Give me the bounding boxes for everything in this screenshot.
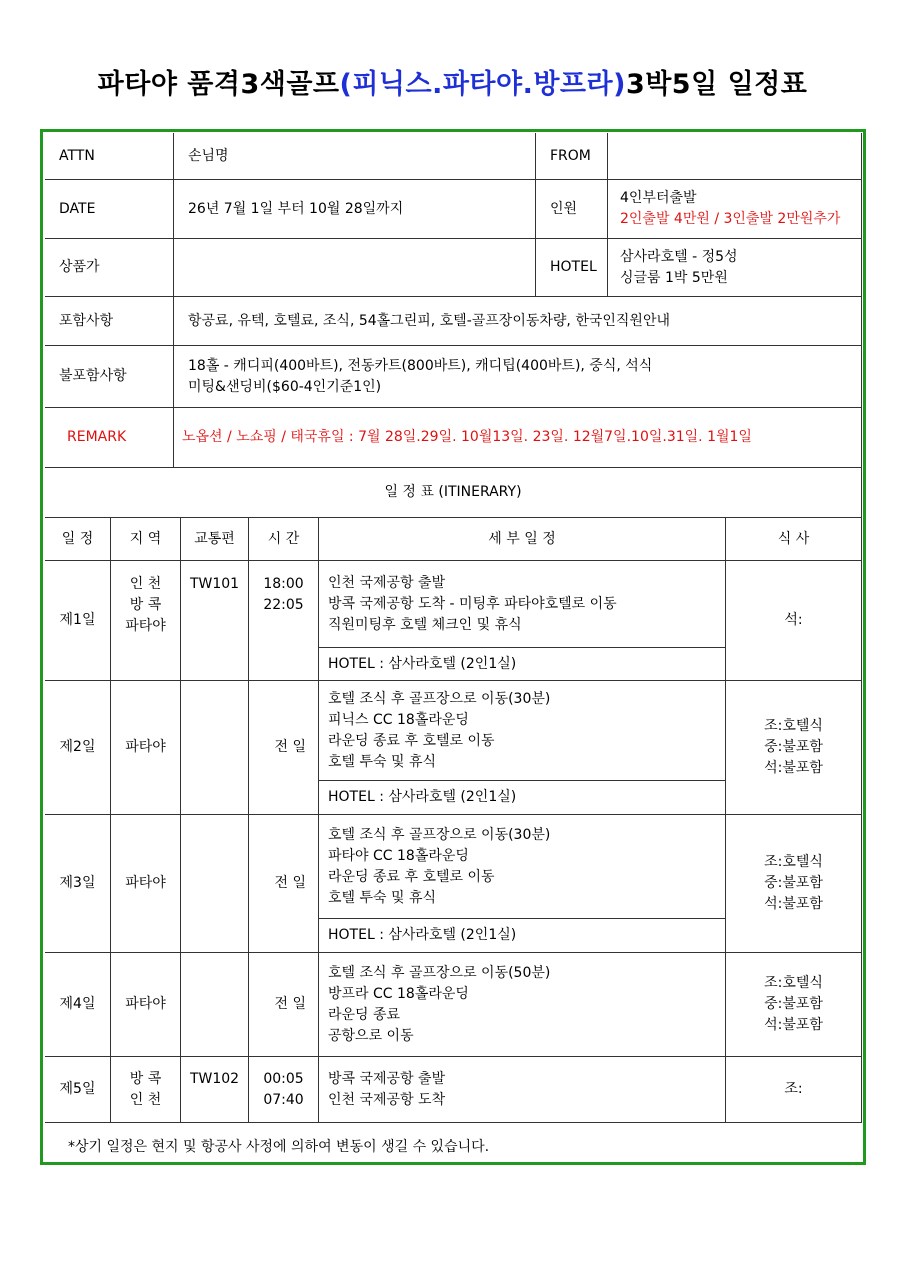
hotel-value [608, 239, 862, 297]
itinerary-heading: 일 정 표 (ITINERARY) [45, 468, 862, 518]
day-4-detail-line: 라운딩 종료 [328, 1006, 401, 1023]
include-value: 항공료, 유텍, 호텔료, 조식, 54홀그린피, 호텔-골프장이동차량, 한국인직원안내 [174, 297, 862, 346]
pax-value [608, 180, 862, 239]
day-2-detail-line: 라운딩 종료 후 호텔로 이동 [328, 732, 495, 749]
day-3-meal-line: 석:불포함 [764, 896, 823, 912]
day-5-region-line: 방 콕 [129, 1070, 162, 1087]
exclude-line-1: 18홀 - 캐디피(400바트), 전동카트(800바트), 캐디팁(400바트), 중식, 석식 [188, 357, 653, 374]
day-2-time: 전 일 [249, 681, 319, 815]
day-1-hotel: HOTEL : 삼사라호텔 (2인1실) [319, 648, 726, 681]
date-label: DATE [45, 180, 174, 239]
day-1-detail-line: 방콕 국제공항 도착 - 미팅후 파타야호텔로 이동 [328, 595, 617, 612]
date-value: 26년 7월 1일 부터 10월 28일까지 [174, 180, 536, 239]
pax-label: 인원 [536, 180, 608, 239]
day-5-detail-line: 인천 국제공항 도착 [328, 1091, 446, 1108]
exclude-label: 불포함사항 [45, 346, 174, 408]
day-5-detail-line: 방콕 국제공항 출발 [328, 1070, 446, 1087]
day-3-detail-line: 파타야 CC 18홀라운딩 [328, 847, 469, 864]
hotel-line-1: 삼사라호텔 - 정5성 [620, 248, 738, 265]
day-2-meal-line: 조:호텔식 [764, 718, 823, 734]
day-1-region-line: 파타야 [125, 618, 166, 634]
from-value [608, 133, 862, 180]
pax-line-2: 2인출발 4만원 / 3인출발 2만원추가 [620, 211, 841, 227]
day-1-region-line: 방 콕 [129, 597, 162, 613]
price-value [174, 239, 536, 297]
footnote: *상기 일정은 현지 및 항공사 사정에 의하여 변동이 생길 수 있습니다. [68, 1139, 490, 1155]
day-5-time-line: 07:40 [263, 1091, 304, 1108]
title-suffix: 3박5일 일정표 [625, 69, 808, 100]
remark-value: 노옵션 / 노쇼핑 / 태국휴일 : 7월 28일.29일. 10월13일. 23일. 12월7일.10일.31일. 1월1일 [174, 408, 862, 468]
day-5-time-line: 00:05 [263, 1070, 304, 1087]
header-region: 지 역 [111, 518, 181, 561]
hotel-label: HOTEL [536, 239, 608, 297]
day-3-detail [319, 815, 726, 919]
price-label: 상품가 [45, 239, 174, 297]
header-detail: 세 부 일 정 [319, 518, 726, 561]
day-4-label: 제4일 [45, 953, 111, 1057]
day-1-detail-line: 직원미팅후 호텔 체크인 및 휴식 [328, 616, 522, 633]
day-5-detail [319, 1057, 726, 1123]
attn-label: ATTN [45, 133, 174, 180]
day-5-label: 제5일 [45, 1057, 111, 1123]
day-5-region-line: 인 천 [129, 1091, 162, 1108]
day-2-meal-line: 중:불포함 [764, 739, 823, 755]
day-5-time [249, 1057, 319, 1123]
day-1-meal [726, 561, 862, 681]
hotel-line-2: 싱글룸 1박 5만원 [620, 269, 728, 286]
day-3-meal-line: 조:호텔식 [764, 854, 823, 870]
day-1-flight: TW101 [189, 576, 240, 592]
day-3-meal-line: 중:불포함 [764, 875, 823, 891]
day-2-detail [319, 681, 726, 781]
day-2-meal-line: 석:불포함 [764, 760, 823, 776]
day-4-time: 전 일 [249, 953, 319, 1057]
day-5-transport [181, 1057, 249, 1123]
day-5-meal [726, 1057, 862, 1123]
include-label: 포함사항 [45, 297, 174, 346]
day-1-detail-line: 인천 국제공항 출발 [328, 574, 446, 591]
exclude-line-2: 미팅&샌딩비($60-4인기준1인) [188, 378, 382, 395]
day-3-region: 파타야 [111, 815, 181, 953]
day-5-flight: TW102 [189, 1071, 240, 1087]
day-3-label: 제3일 [45, 815, 111, 953]
day-4-meal-line: 석:불포함 [764, 1017, 823, 1033]
day-1-time-line: 22:05 [263, 597, 304, 613]
day-4-meal-line: 조:호텔식 [764, 975, 823, 991]
day-2-detail-line: 호텔 조식 후 골프장으로 이동(30분) [328, 690, 551, 707]
day-2-transport [181, 681, 249, 815]
day-4-region: 파타야 [111, 953, 181, 1057]
day-2-detail-line: 피닉스 CC 18홀라운딩 [328, 711, 469, 728]
day-1-meal-line: 석: [784, 612, 803, 628]
header-day: 일 정 [45, 518, 111, 561]
day-3-detail-line: 호텔 조식 후 골프장으로 이동(30분) [328, 826, 551, 843]
day-4-detail-line: 호텔 조식 후 골프장으로 이동(50분) [328, 964, 551, 981]
day-2-region: 파타야 [111, 681, 181, 815]
day-3-hotel: HOTEL : 삼사라호텔 (2인1실) [319, 919, 726, 953]
day-1-detail [319, 561, 726, 648]
day-1-time [249, 561, 319, 681]
day-4-detail-line: 공항으로 이동 [328, 1027, 414, 1044]
day-1-transport [181, 561, 249, 681]
header-meal: 식 사 [726, 518, 862, 561]
day-1-region-line: 인 천 [129, 576, 162, 592]
exclude-value [174, 346, 862, 408]
remark-label: REMARK [45, 408, 174, 468]
day-1-label: 제1일 [45, 561, 111, 681]
pax-line-1: 4인부터출발 [620, 190, 697, 206]
day-3-time: 전 일 [249, 815, 319, 953]
day-2-hotel: HOTEL : 삼사라호텔 (2인1실) [319, 781, 726, 815]
day-5-meal-line: 조: [784, 1081, 803, 1097]
day-2-meal [726, 681, 862, 815]
day-3-detail-line: 호텔 투숙 및 휴식 [328, 889, 437, 906]
page-title [0, 62, 905, 101]
day-1-time-line: 18:00 [263, 576, 304, 592]
day-1-region [111, 561, 181, 681]
from-label: FROM [536, 133, 608, 180]
attn-value: 손님명 [174, 133, 536, 180]
day-3-detail-line: 라운딩 종료 후 호텔로 이동 [328, 868, 495, 885]
day-4-detail [319, 953, 726, 1057]
day-2-label: 제2일 [45, 681, 111, 815]
day-4-meal-line: 중:불포함 [764, 996, 823, 1012]
day-5-region [111, 1057, 181, 1123]
day-4-transport [181, 953, 249, 1057]
title-prefix: 파타야 품격3색골프 [97, 69, 340, 100]
title-highlight: (피닉스.파타야.방프라) [339, 69, 626, 100]
day-3-transport [181, 815, 249, 953]
day-4-meal [726, 953, 862, 1057]
day-2-detail-line: 호텔 투숙 및 휴식 [328, 753, 437, 770]
day-3-meal [726, 815, 862, 953]
header-transport: 교통편 [181, 518, 249, 561]
day-4-detail-line: 방프라 CC 18홀라운딩 [328, 985, 469, 1002]
header-time: 시 간 [249, 518, 319, 561]
